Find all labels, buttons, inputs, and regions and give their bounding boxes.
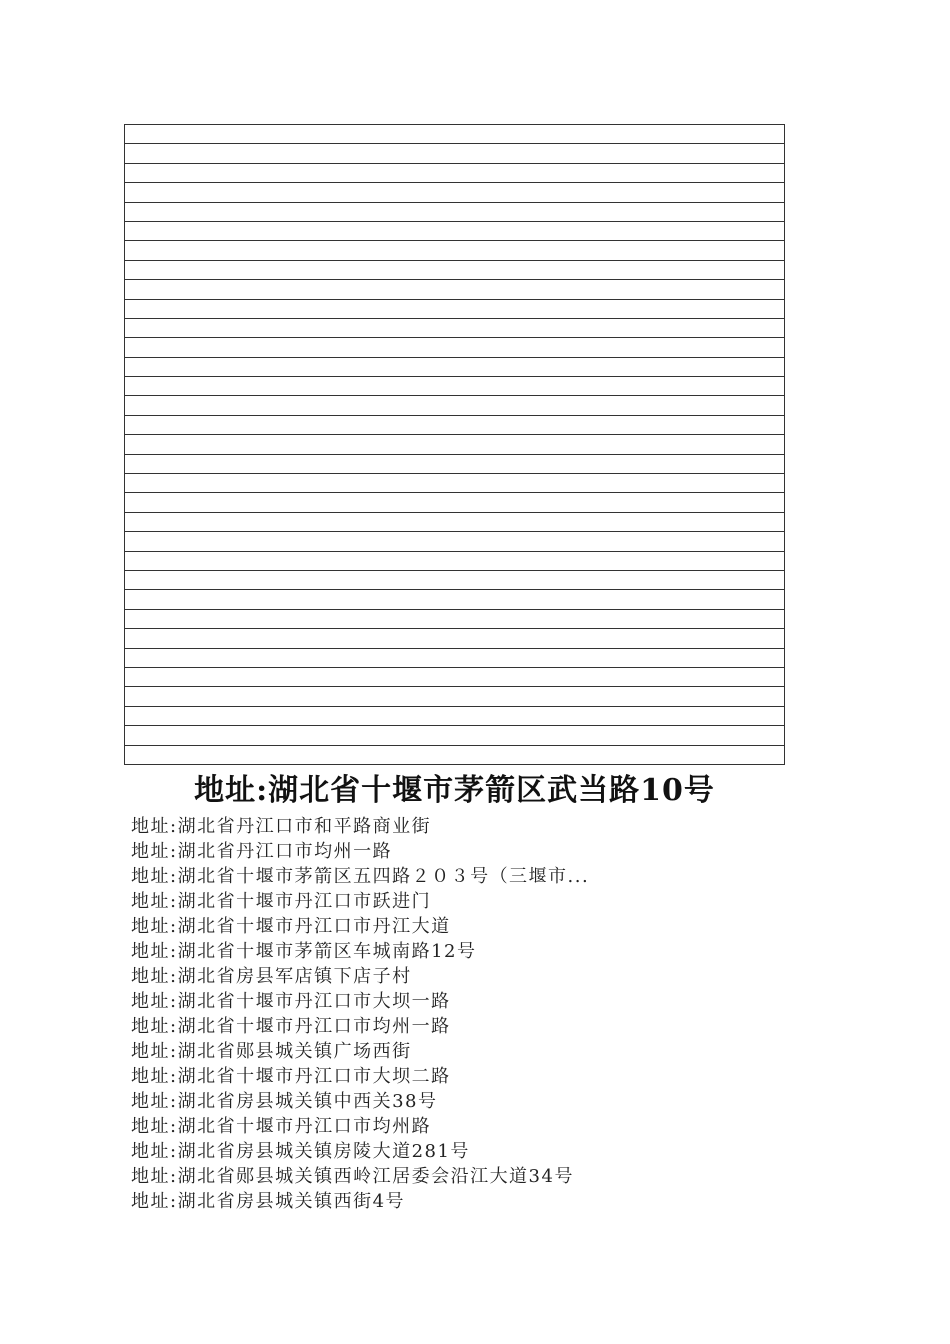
table-cell <box>125 706 785 725</box>
table-cell <box>125 532 785 551</box>
table-row <box>125 493 785 512</box>
table-row <box>125 241 785 260</box>
table-cell <box>125 163 785 182</box>
table-cell <box>125 396 785 415</box>
table-row <box>125 163 785 182</box>
table-row <box>125 532 785 551</box>
table-row <box>125 318 785 337</box>
table-cell <box>125 648 785 667</box>
table-cell <box>125 415 785 434</box>
ruled-table-body <box>125 125 785 765</box>
table-cell <box>125 260 785 279</box>
table-cell <box>125 687 785 706</box>
address-item: 地址:湖北省房县城关镇中西关38号 <box>131 1091 438 1112</box>
address-item: 地址:湖北省房县城关镇房陵大道281号 <box>131 1141 470 1162</box>
table-cell <box>125 474 785 493</box>
table-row <box>125 629 785 648</box>
table-row <box>125 280 785 299</box>
table-cell <box>125 590 785 609</box>
table-row <box>125 377 785 396</box>
table-row <box>125 299 785 318</box>
table-cell <box>125 202 785 221</box>
table-row <box>125 338 785 357</box>
table-cell <box>125 299 785 318</box>
address-item: 地址:湖北省十堰市丹江口市跃进门 <box>131 891 432 912</box>
table-row <box>125 570 785 589</box>
table-cell <box>125 377 785 396</box>
table-row <box>125 183 785 202</box>
address-item: 地址:湖北省郧县城关镇西岭江居委会沿江大道34号 <box>131 1166 574 1187</box>
address-item: 地址:湖北省十堰市丹江口市大坝二路 <box>131 1066 451 1087</box>
table-cell <box>125 338 785 357</box>
page-heading: 地址:湖北省十堰市茅箭区武当路10号 <box>194 773 715 808</box>
table-cell <box>125 726 785 745</box>
ruled-table <box>124 124 785 765</box>
table-cell <box>125 454 785 473</box>
table-row <box>125 648 785 667</box>
table-row <box>125 221 785 240</box>
table-cell <box>125 493 785 512</box>
address-list <box>131 814 771 1214</box>
table-cell <box>125 570 785 589</box>
table-row <box>125 726 785 745</box>
address-item: 地址:湖北省十堰市丹江口市丹江大道 <box>131 916 451 937</box>
table-row <box>125 125 785 144</box>
table-row <box>125 667 785 686</box>
address-item: 地址:湖北省丹江口市和平路商业街 <box>131 816 432 837</box>
table-row <box>125 474 785 493</box>
table-row <box>125 454 785 473</box>
table-row <box>125 415 785 434</box>
table-cell <box>125 125 785 144</box>
table-row <box>125 687 785 706</box>
table-row <box>125 202 785 221</box>
table-cell <box>125 512 785 531</box>
table-row <box>125 745 785 764</box>
table-cell <box>125 551 785 570</box>
address-item: 地址:湖北省丹江口市均州一路 <box>131 841 393 862</box>
table-cell <box>125 280 785 299</box>
table-row <box>125 512 785 531</box>
address-item: 地址:湖北省十堰市丹江口市大坝一路 <box>131 991 451 1012</box>
table-cell <box>125 183 785 202</box>
table-row <box>125 396 785 415</box>
table-row <box>125 260 785 279</box>
table-cell <box>125 667 785 686</box>
table-cell <box>125 144 785 163</box>
table-cell <box>125 745 785 764</box>
address-item: 地址:湖北省十堰市茅箭区车城南路12号 <box>131 941 477 962</box>
table-row <box>125 144 785 163</box>
table-row <box>125 590 785 609</box>
table-row <box>125 357 785 376</box>
table-row <box>125 435 785 454</box>
address-item: 地址:湖北省十堰市丹江口市均州一路 <box>131 1016 451 1037</box>
table-row <box>125 609 785 628</box>
table-cell <box>125 609 785 628</box>
address-item: 地址:湖北省房县城关镇西街4号 <box>131 1191 406 1212</box>
table-cell <box>125 318 785 337</box>
table-cell <box>125 435 785 454</box>
address-item: 地址:湖北省十堰市茅箭区五四路２０３号（三堰市... <box>131 866 590 887</box>
address-item: 地址:湖北省郧县城关镇广场西街 <box>131 1041 412 1062</box>
table-cell <box>125 221 785 240</box>
address-item: 地址:湖北省十堰市丹江口市均州路 <box>131 1116 432 1137</box>
address-item: 地址:湖北省房县军店镇下店子村 <box>131 966 412 987</box>
table-cell <box>125 357 785 376</box>
table-cell <box>125 629 785 648</box>
table-row <box>125 706 785 725</box>
table-cell <box>125 241 785 260</box>
table-row <box>125 551 785 570</box>
